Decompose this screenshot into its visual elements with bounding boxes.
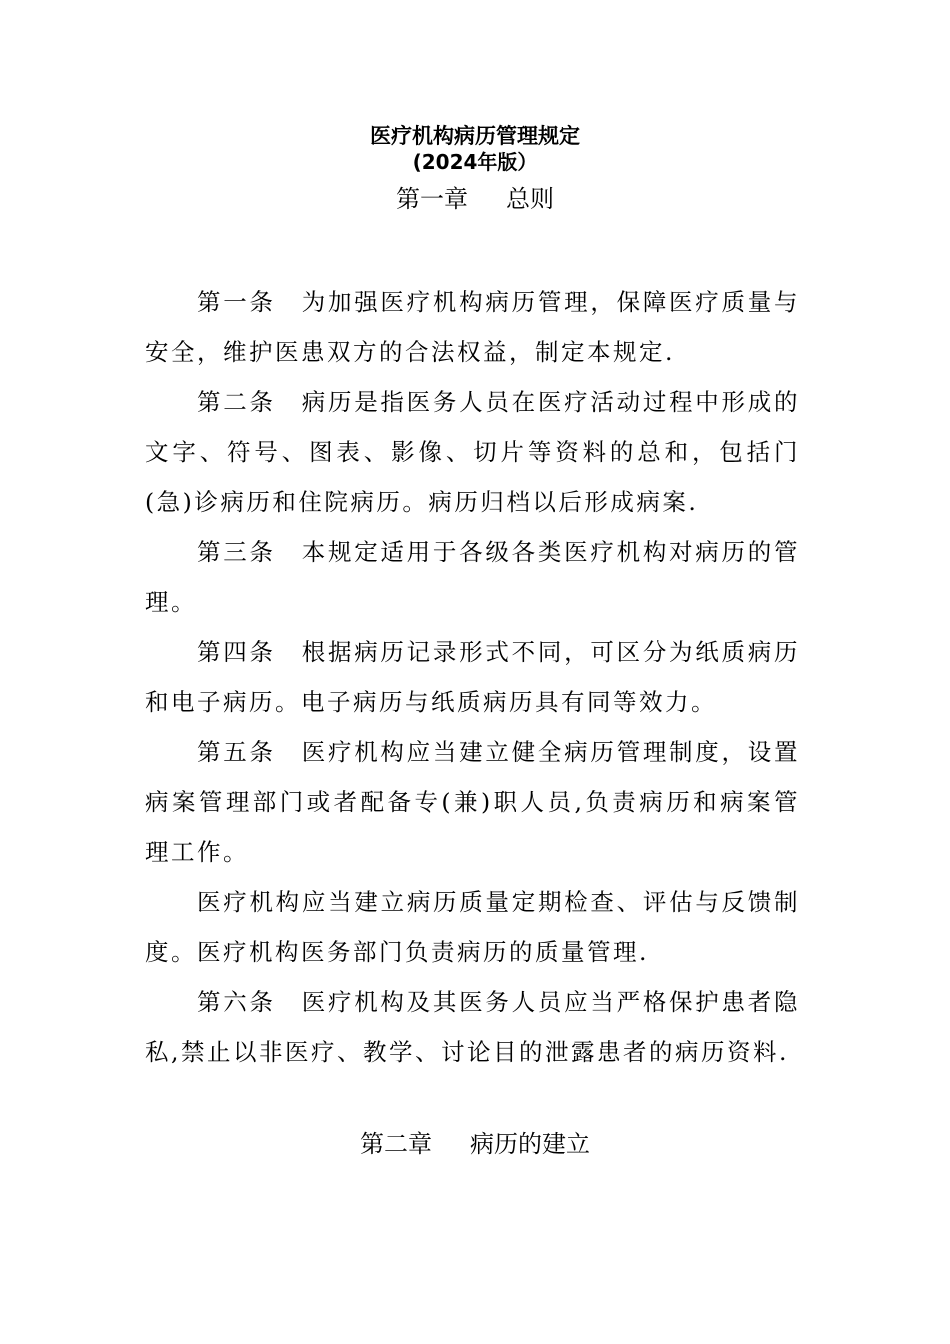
chapter-number: 第一章 — [396, 185, 468, 213]
article-label: 第三条 — [197, 538, 276, 566]
article-label: 第六条 — [197, 988, 276, 1016]
chapter-heading-1 — [0, 184, 950, 214]
chapter-1-body — [145, 277, 800, 1077]
article-4 — [145, 627, 800, 727]
article-text: 病历是指医务人员在医疗活动过程中形成的文字、符号、图表、影像、切片等资料的总和，包括门(急)诊病历和住院病历。病历归档以后形成病案. — [145, 388, 801, 516]
article-5 — [145, 727, 800, 877]
chapter-number: 第二章 — [360, 1130, 432, 1158]
article-label: 第五条 — [197, 738, 276, 766]
article-5-continued — [145, 877, 800, 977]
article-3 — [145, 527, 800, 627]
article-text: 医疗机构及其医务人员应当严格保护患者隐私,禁止以非医疗、教学、讨论目的泄露患者的病历资料. — [145, 988, 801, 1066]
article-label: 第二条 — [197, 388, 276, 416]
article-text: 根据病历记录形式不同，可区分为纸质病历和电子病历。电子病历与纸质病历具有同等效力。 — [145, 638, 801, 716]
article-label: 第四条 — [197, 638, 276, 666]
article-text: 医疗机构应当建立健全病历管理制度，设置病案管理部门或者配备专(兼)职人员,负责病历和病案管理工作。 — [145, 738, 801, 866]
article-1 — [145, 277, 800, 377]
article-2 — [145, 377, 800, 527]
article-text: 本规定适用于各级各类医疗机构对病历的管理。 — [145, 538, 801, 616]
chapter-name: 总则 — [506, 185, 554, 213]
document-title: 医疗机构病历管理规定 — [370, 124, 580, 148]
article-text: 为加强医疗机构病历管理，保障医疗质量与安全，维护医患双方的合法权益，制定本规定. — [145, 288, 801, 366]
chapter-heading-2 — [0, 1129, 950, 1159]
article-label: 第一条 — [197, 288, 276, 316]
article-6 — [145, 977, 800, 1077]
chapter-name: 病历的建立 — [470, 1130, 590, 1158]
document-subtitle: (2024年版） — [412, 150, 538, 174]
article-text: 医疗机构应当建立病历质量定期检查、评估与反馈制度。医疗机构医务部门负责病历的质量管理. — [145, 888, 800, 966]
